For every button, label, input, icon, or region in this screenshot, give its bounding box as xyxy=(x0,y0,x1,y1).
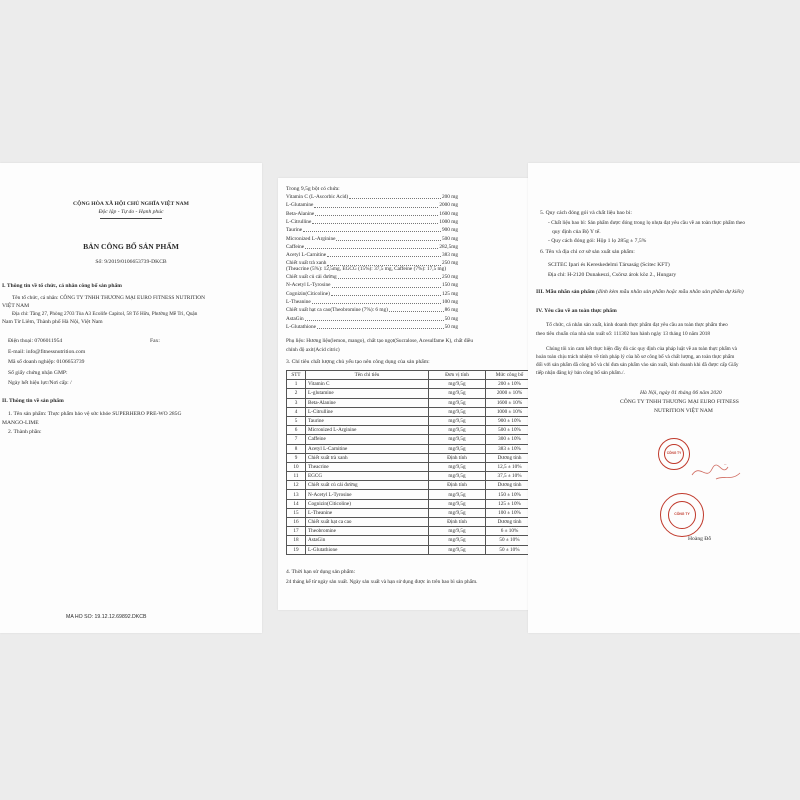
cell-criterion: L-Citrulline xyxy=(306,407,429,416)
cell-unit: mg/9,5g xyxy=(429,490,486,499)
cell-criterion: Acetyl L-Carnitine xyxy=(306,444,429,453)
table-header-row xyxy=(287,371,534,380)
cell-criterion: Taurine xyxy=(306,416,429,425)
ingredient-amount: 100 mg xyxy=(441,298,458,305)
ingredient-name: Chiết xuất hạt ca cao(Theobromine (7%): 6 mg) xyxy=(286,307,388,314)
col-header-criterion: Tên chỉ tiêu xyxy=(306,371,429,380)
manufacturer-name: SCITEC Ipari és Kereskedelmi Társaság (Scitec KFT) xyxy=(548,262,670,268)
cell-unit: mg/9,5g xyxy=(429,407,486,416)
cell-declared-level: 125 ± 10% xyxy=(486,499,534,508)
cell-declared-level: 50 ± 10% xyxy=(486,536,534,545)
table-row xyxy=(287,416,534,425)
table-row xyxy=(287,444,534,453)
manufacturer-address: Địa chỉ: H-2120 Dunakeszi, Csörsz árok köz 2., Hungary xyxy=(548,272,677,278)
cell-stt: 5 xyxy=(287,416,306,425)
section-6-heading: 6. Tên và địa chỉ cơ sở sản xuất sản phẩm: xyxy=(540,249,635,255)
gmp-expiry: Ngày hết hiệu lực/Nơi cấp: / xyxy=(8,380,72,386)
cell-stt: 6 xyxy=(287,426,306,435)
cell-unit: Định tính xyxy=(429,453,486,462)
cell-stt: 12 xyxy=(287,481,306,490)
doc-title: BẢN CÔNG BỐ SẢN PHẨM xyxy=(83,242,179,251)
ingredient-name: Cognizin(Citicoline) xyxy=(286,290,330,297)
dot-leader xyxy=(389,311,444,312)
cell-stt: 16 xyxy=(287,518,306,527)
section-2-heading: II. Thông tin về sản phẩm xyxy=(2,398,64,404)
ingredient-name: L-Theanine xyxy=(286,298,311,305)
table-row xyxy=(287,435,534,444)
cell-stt: 15 xyxy=(287,508,306,517)
section-5-heading: 5. Quy cách đóng gói và chất liệu bao bì: xyxy=(540,210,632,216)
ingredient-name: Vitamin C (L-Ascorbic Acid) xyxy=(286,194,349,200)
dot-leader xyxy=(312,223,438,224)
cell-unit: mg/9,5g xyxy=(429,472,486,481)
composition-item xyxy=(286,308,458,313)
section-3-heading: 3. Chỉ tiêu chất lượng chủ yếu tạo nên công dụng của sản phẩm: xyxy=(286,359,430,365)
cell-unit: mg/9,5g xyxy=(429,545,486,554)
col-header-declared-level: Mức công bố xyxy=(486,371,534,380)
nation-heading: CỘNG HÒA XÃ HỘI CHỦ NGHĨA VIỆT NAM xyxy=(73,201,189,207)
section-iii-label-sample xyxy=(536,290,744,296)
table-row xyxy=(287,389,534,398)
commitment-line3: đối với sản phẩm đã công bố và chỉ đưa sản phẩm vào sản xuất, kinh doanh khi đã được cấp Giấy xyxy=(536,362,739,368)
cell-unit: mg/9,5g xyxy=(429,527,486,536)
cell-stt: 2 xyxy=(287,389,306,398)
composition-item xyxy=(286,300,458,305)
cell-criterion: Chiết xuất hạt ca cao xyxy=(306,518,429,527)
company-sign-line2: NUTRITION VIỆT NAM xyxy=(654,408,713,414)
composition-item xyxy=(286,283,458,288)
org-name-line1: Tên tổ chức, cá nhân: CÔNG TY TNHH THƯƠNG MẠI EURO FITNESS NUTRITION xyxy=(12,295,206,301)
cell-criterion: L-glutamine xyxy=(306,389,429,398)
ingredient-amount: 250 mg xyxy=(441,274,458,280)
cell-criterion: AstaGin xyxy=(306,536,429,545)
composition-item xyxy=(286,325,458,330)
cell-declared-level: 12,5 ± 10% xyxy=(486,462,534,471)
org-phone: Điện thoại: 0706011954 xyxy=(8,338,63,344)
dot-leader xyxy=(317,328,444,329)
cell-stt: 19 xyxy=(287,545,306,554)
cell-declared-level: 1000 ± 10% xyxy=(486,407,534,416)
ingredient-name: Chiết xuất trà xanh xyxy=(286,260,327,267)
org-address-line1: Địa chỉ: Tầng 27, Phòng 2703 Tòa A3 Ecolife Capitol, 58 Tố Hữu, Phường Mễ Trì, Quận xyxy=(12,311,198,317)
ingredient-amount: 383 mg xyxy=(441,252,458,259)
cell-stt: 17 xyxy=(287,527,306,536)
signature-mark: ~ xyxy=(724,462,727,467)
commitment-line2: hoàn toàn chịu trách nhiệm về tính pháp lý của hồ sơ công bố và chất lượng, an toàn thực phẩm xyxy=(536,354,735,360)
cell-stt: 1 xyxy=(287,380,306,389)
commitment-line1: Chúng tôi xin cam kết thực hiện đầy đủ các quy định của pháp luật về an toàn thực phẩm và xyxy=(546,346,737,352)
table-row xyxy=(287,527,534,536)
cell-declared-level: Dương tính xyxy=(486,453,534,462)
ingredient-amount: 50 mg xyxy=(444,315,458,322)
cell-stt: 11 xyxy=(287,472,306,481)
cell-criterion: N-Acetyl L-Tyrosine xyxy=(306,490,429,499)
ingredient-amount: 250 mg xyxy=(441,260,458,267)
table-row xyxy=(287,481,534,490)
ingredient-name: AstaGin xyxy=(286,315,304,322)
cell-stt: 7 xyxy=(287,435,306,444)
table-row xyxy=(287,453,534,462)
packaging-material-line1: - Chất liệu bao bì: Sản phẩm được đóng trong lọ nhựa đạt yêu cầu về an toàn thực phẩm theo xyxy=(548,220,746,226)
cell-stt: 9 xyxy=(287,453,306,462)
composition-item xyxy=(286,220,458,225)
company-seal-upper: CÔNG TY xyxy=(658,438,690,470)
ingredient-name: L-Glutamine xyxy=(286,202,314,209)
cell-criterion: Cognizin(Citicoline) xyxy=(306,499,429,508)
shelf-life: 24 tháng kể từ ngày sản xuất. Ngày sản xuất và hạn sử dụng được in trên bao bì sản phẩm. xyxy=(286,579,478,585)
sign-date: Hà Nội, ngày 01 tháng 06 năm 2020 xyxy=(640,390,722,396)
dot-leader xyxy=(305,320,444,321)
table-row xyxy=(287,462,534,471)
ingredient-name: L-Citrulline xyxy=(286,218,312,225)
company-seal-lower: CÔNG TY xyxy=(660,493,704,537)
cell-criterion: Beta-Alanine xyxy=(306,398,429,407)
cell-declared-level: 1600 ± 10% xyxy=(486,398,534,407)
ingredient-name: Beta-Alanine xyxy=(286,210,315,217)
company-sign-line1: CÔNG TY TNHH THƯƠNG MẠI EURO FITNESS xyxy=(620,399,739,405)
cell-stt: 3 xyxy=(287,398,306,407)
table-row xyxy=(287,518,534,527)
cell-unit: mg/9,5g xyxy=(429,462,486,471)
cell-stt: 8 xyxy=(287,444,306,453)
cell-declared-level: 37,5 ± 10% xyxy=(486,472,534,481)
cell-stt: 10 xyxy=(287,462,306,471)
cell-declared-level: Dương tính xyxy=(486,518,534,527)
cell-declared-level: 900 ± 10% xyxy=(486,416,534,425)
cell-declared-level: 6 ± 10% xyxy=(486,527,534,536)
product-name-line1: 1. Tên sản phẩm: Thực phẩm bảo vệ sức khỏe SUPERHERO PRE-WO 285G xyxy=(8,411,182,417)
motto: Độc lập - Tự do - Hạnh phúc xyxy=(98,209,164,215)
dot-leader xyxy=(338,278,441,279)
green-tea-breakdown: (Theacrine (5%): 12,5mg, EGCG (15%): 37,5 mg, Caffeine (7%): 17,5 mg) xyxy=(286,266,447,272)
dot-leader xyxy=(315,215,438,216)
ingredient-name: N-Acetyl L-Tyrosine xyxy=(286,282,331,289)
col-header-unit: Đơn vị tính xyxy=(429,371,486,380)
cell-criterion: Vitamin C xyxy=(306,380,429,389)
dot-leader xyxy=(331,295,441,296)
cell-criterion: EGCG xyxy=(306,472,429,481)
table-row xyxy=(287,472,534,481)
doc-number: Số: 9/2019/0106653739-DKCB xyxy=(95,259,167,265)
dot-leader xyxy=(332,287,441,288)
cell-unit: mg/9,5g xyxy=(429,508,486,517)
cell-unit: mg/9,5g xyxy=(429,499,486,508)
cell-unit: Định tính xyxy=(429,518,486,527)
cell-stt: 13 xyxy=(287,490,306,499)
ingredient-amount: 50 mg xyxy=(444,323,458,330)
signature-image xyxy=(686,457,746,487)
ingredient-amount: 200 mg xyxy=(441,194,458,200)
composition-item xyxy=(286,203,458,208)
ingredient-amount: 1000 mg xyxy=(439,218,458,225)
page-3 xyxy=(528,163,800,633)
org-email: E-mail: info@fitnessnutrition.com xyxy=(8,349,86,355)
motto-underline xyxy=(100,218,162,219)
cell-declared-level: 2000 ± 10% xyxy=(486,389,534,398)
ingredient-amount: 86 mg xyxy=(444,307,458,314)
composition-item xyxy=(286,292,458,297)
additives-line1: Phụ liệu: Hương liệu(lemon, mango), chất tạo ngọt(Sucralose, Acesulfame K), chất điều xyxy=(286,338,474,344)
section-iv-heading: IV. Yêu cầu về an toàn thực phẩm xyxy=(536,308,617,314)
commitment-line4: tiếp nhận đăng ký bản công bố sản phẩm./. xyxy=(536,370,625,376)
cell-unit: Định tính xyxy=(429,481,486,490)
cell-unit: mg/9,5g xyxy=(429,426,486,435)
cell-unit: mg/9,5g xyxy=(429,398,486,407)
cell-declared-level: 500 ± 10% xyxy=(486,426,534,435)
dot-leader xyxy=(349,198,441,199)
cell-criterion: L-Theanine xyxy=(306,508,429,517)
section-4-heading: 4. Thời hạn sử dụng sản phẩm: xyxy=(286,569,356,575)
signer-name: Hoàng Đỗ xyxy=(688,536,712,542)
ingredient-amount: 900 mg xyxy=(441,227,458,234)
cell-declared-level: 383 ± 10% xyxy=(486,444,534,453)
ingredient-amount: 125 mg xyxy=(441,290,458,297)
section-iii-note: (đính kèm mẫu nhãn sản phẩm hoặc mẫu nhãn sản phẩm dự kiến) xyxy=(596,289,744,295)
product-name-line2: MANGO-LIME xyxy=(2,420,39,426)
ingredient-name: Chiết xuất củ cải đường xyxy=(286,274,337,280)
packaging-material-line2: quy định của Bộ Y tế. xyxy=(552,229,601,235)
composition-item xyxy=(286,237,458,242)
ingredient-name: Acetyl L-Carnitine xyxy=(286,252,327,259)
cell-declared-level: 300 ± 10% xyxy=(486,435,534,444)
table-row xyxy=(287,499,534,508)
ingredient-amount: 2000 mg xyxy=(439,202,458,209)
safety-standard-line1: Tổ chức, cá nhân sản xuất, kinh doanh thực phẩm đạt yêu cầu an toàn thực phẩm theo xyxy=(546,322,728,328)
ingredient-name: Micronized L-Arginine xyxy=(286,235,336,242)
org-name-line2: VIỆT NAM xyxy=(2,303,30,309)
cell-declared-level: 200 ± 10% xyxy=(486,380,534,389)
cell-unit: mg/9,5g xyxy=(429,536,486,545)
ingredient-name: Caffeine xyxy=(286,243,305,250)
cell-criterion: Chiết xuất trà xanh xyxy=(306,453,429,462)
dot-leader xyxy=(303,231,441,232)
cell-unit: mg/9,5g xyxy=(429,435,486,444)
table-row xyxy=(287,426,534,435)
page-2 xyxy=(278,178,536,610)
dossier-code: MA HO SO: 19.12.12.69892.DKCB xyxy=(66,614,147,620)
cell-declared-level: 150 ± 10% xyxy=(486,490,534,499)
dot-leader xyxy=(312,303,441,304)
additives-line2: chỉnh độ axit(Acid citric) xyxy=(286,347,340,353)
org-address-line2: Nam Từ Liêm, Thành phố Hà Nội, Việt Nam xyxy=(2,319,103,325)
composition-item xyxy=(286,275,458,280)
cell-unit: mg/9,5g xyxy=(429,444,486,453)
table-row xyxy=(287,508,534,517)
cell-criterion: Micronized L-Arginine xyxy=(306,426,429,435)
dot-leader xyxy=(327,256,441,257)
ingredient-amount: 1600 mg xyxy=(439,210,458,217)
table-row xyxy=(287,407,534,416)
table-row xyxy=(287,380,534,389)
composition-item xyxy=(286,245,458,250)
table-row xyxy=(287,545,534,554)
cell-criterion: Theacrine xyxy=(306,462,429,471)
cell-criterion: Chiết xuất củ cải đường xyxy=(306,481,429,490)
cell-criterion: L-Glutathione xyxy=(306,545,429,554)
cell-criterion: Caffeine xyxy=(306,435,429,444)
table-row xyxy=(287,490,534,499)
ingredient-amount: 500 mg xyxy=(441,235,458,242)
composition-intro: Trong 9,5g bột có chứa: xyxy=(286,186,340,192)
quality-criteria-table xyxy=(286,370,534,555)
ingredient-amount: 282,5mg xyxy=(439,243,458,250)
cell-unit: mg/9,5g xyxy=(429,416,486,425)
dot-leader xyxy=(336,240,440,241)
dot-leader xyxy=(314,207,438,208)
safety-standard-line2: theo tiêu chuẩn của nhà sản xuất số: 111302 ban hành ngày 13 tháng 10 năm 2018 xyxy=(536,331,711,337)
cell-stt: 18 xyxy=(287,536,306,545)
ingredient-name: L-Glutathione xyxy=(286,323,317,330)
section-iii-heading: III. Mẫu nhãn sản phẩm xyxy=(536,289,595,295)
cell-declared-level: Dương tính xyxy=(486,481,534,490)
cell-criterion: Theobromine xyxy=(306,527,429,536)
org-tax-code: Mã số doanh nghiệp: 0106653739 xyxy=(8,359,85,365)
ingredient-name: Taurine xyxy=(286,227,303,234)
composition-item xyxy=(286,228,458,233)
cell-unit: mg/9,5g xyxy=(429,380,486,389)
cell-stt: 14 xyxy=(287,499,306,508)
page-1 xyxy=(0,163,262,633)
packaging-spec: - Quy cách đóng gói: Hộp 1 lọ 285g ± 7,5% xyxy=(548,238,647,244)
table-row xyxy=(287,536,534,545)
composition-item xyxy=(286,253,458,258)
gmp-number: Số giấy chứng nhận GMP: xyxy=(8,370,68,376)
cell-declared-level: 100 ± 10% xyxy=(486,508,534,517)
ingredient-amount: 150 mg xyxy=(441,282,458,289)
dot-leader xyxy=(305,248,438,249)
cell-stt: 4 xyxy=(287,407,306,416)
cell-declared-level: 50 ± 10% xyxy=(486,545,534,554)
org-fax: Fax: xyxy=(150,338,160,344)
cell-unit: mg/9,5g xyxy=(429,389,486,398)
composition-item xyxy=(286,212,458,217)
table-row xyxy=(287,398,534,407)
col-header-stt: STT xyxy=(287,371,306,380)
composition-item xyxy=(286,195,458,200)
ingredients-heading: 2. Thành phần: xyxy=(8,429,42,435)
composition-item xyxy=(286,317,458,322)
section-1-heading: I. Thông tin về tổ chức, cá nhân công bố sản phẩm xyxy=(2,283,122,289)
